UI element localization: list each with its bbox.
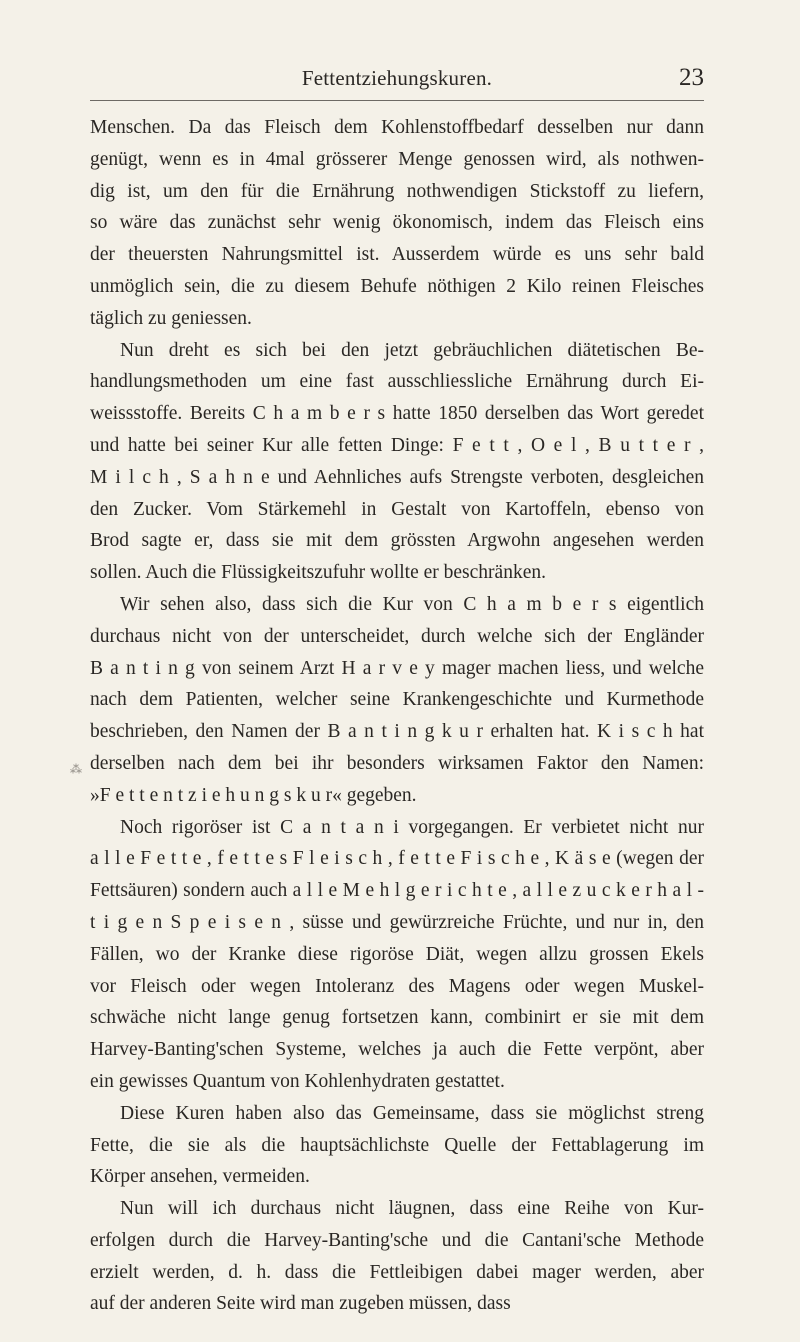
text-line: t i g e n S p e i s e n , süsse und gewürzreiche Früchte, und nur in, den [90,911,704,933]
page-number: 23 [679,64,704,91]
text-line: und hatte bei seiner Kur alle fetten Dinge: F e t t , O e l , B u t t e r , [90,434,704,456]
text-line: Wir sehen also, dass sich die Kur von C h a m b e r s eigentlich [120,593,704,615]
text-line: genügt, wenn es in 4mal grösserer Menge genossen wird, als nothwen- [90,148,704,170]
text-line: durchaus nicht von der unterscheidet, durch welche sich der Engländer [90,625,704,647]
text-line: vor Fleisch oder wegen Intoleranz des Magens oder wegen Muskel- [90,975,704,997]
text-line: derselben nach dem bei ihr besonders wirksamen Faktor den Namen: [90,752,704,774]
text-line: handlungsmethoden um eine fast ausschliessliche Ernährung durch Ei- [90,371,704,393]
text-line: erfolgen durch die Harvey-Banting'sche und die Cantani'sche Methode [90,1229,704,1251]
text-line: Nun will ich durchaus nicht läugnen, dass eine Reihe von Kur- [120,1198,704,1220]
text-line: auf der anderen Seite wird man zugeben müssen, dass [90,1293,511,1315]
text-line: sollen. Auch die Flüssigkeitszufuhr wollte er beschränken. [90,562,546,584]
text-line: schwäche nicht lange genug fortsetzen kann, combinirt er sie mit dem [90,1007,704,1029]
text-line: den Zucker. Vom Stärkemehl in Gestalt von Kartoffeln, ebenso von [90,498,704,520]
margin-ink-mark: ⁂ [70,762,82,776]
text-line: der theuersten Nahrungsmittel ist. Ausserdem würde es uns sehr bald [90,244,704,266]
text-line: weissstoffe. Bereits C h a m b e r s hatte 1850 derselben das Wort geredet [90,403,704,425]
text-line: dig ist, um den für die Ernährung nothwendigen Stickstoff zu liefern, [90,180,704,202]
text-line: Fettsäuren) sondern auch a l l e M e h l g e r i c h t e , a l l e z u c k e r h a l - [90,880,704,902]
text-line: nach dem Patienten, welcher seine Krankengeschichte und Kurmethode [90,689,704,711]
body-text [90,112,704,1320]
text-line: Harvey-Banting'schen Systeme, welches ja auch die Fette verpönt, aber [90,1039,704,1061]
page-header [90,64,704,101]
text-line: a l l e F e t t e , f e t t e s F l e i s c h , f e t t e F i s c h e , K ä s e (wegen der [90,848,704,870]
text-line: Körper ansehen, vermeiden. [90,1166,310,1188]
text-line: beschrieben, den Namen der B a n t i n g k u r erhalten hat. K i s c h hat [90,721,704,743]
text-line: so wäre das zunächst sehr wenig ökonomisch, indem das Fleisch eins [90,212,704,234]
text-line: Brod sagte er, dass sie mit dem grössten Argwohn angesehen werden [90,530,704,552]
text-line: Diese Kuren haben also das Gemeinsame, dass sie möglichst streng [120,1102,704,1124]
text-line: »F e t t e n t z i e h u n g s k u r« gegeben. [90,784,417,806]
text-line: Fette, die sie als die hauptsächlichste Quelle der Fettablagerung im [90,1134,704,1156]
text-line: unmöglich sein, die zu diesem Behufe nöthigen 2 Kilo reinen Fleisches [90,275,704,297]
text-line: erzielt werden, d. h. dass die Fettleibigen dabei mager werden, aber [90,1261,704,1283]
text-line: täglich zu geniessen. [90,307,252,329]
text-line: Menschen. Da das Fleisch dem Kohlenstoffbedarf desselben nur dann [90,117,704,138]
running-title: Fettentziehungskuren. [301,66,493,90]
text-line: Fällen, wo der Kranke diese rigoröse Diät, wegen allzu grossen Ekels [90,943,704,965]
text-line: ein gewisses Quantum von Kohlenhydraten gestattet. [90,1070,505,1092]
text-line: Noch rigoröser ist C a n t a n i vorgegangen. Er verbietet nicht nur [120,816,704,838]
text-line: B a n t i n g von seinem Arzt H a r v e y mager machen liess, und welche [90,657,704,679]
text-line: M i l c h , S a h n e und Aehnliches aufs Strengste verboten, desgleichen [90,466,704,488]
text-line: Nun dreht es sich bei den jetzt gebräuchlichen diätetischen Be- [120,339,704,361]
